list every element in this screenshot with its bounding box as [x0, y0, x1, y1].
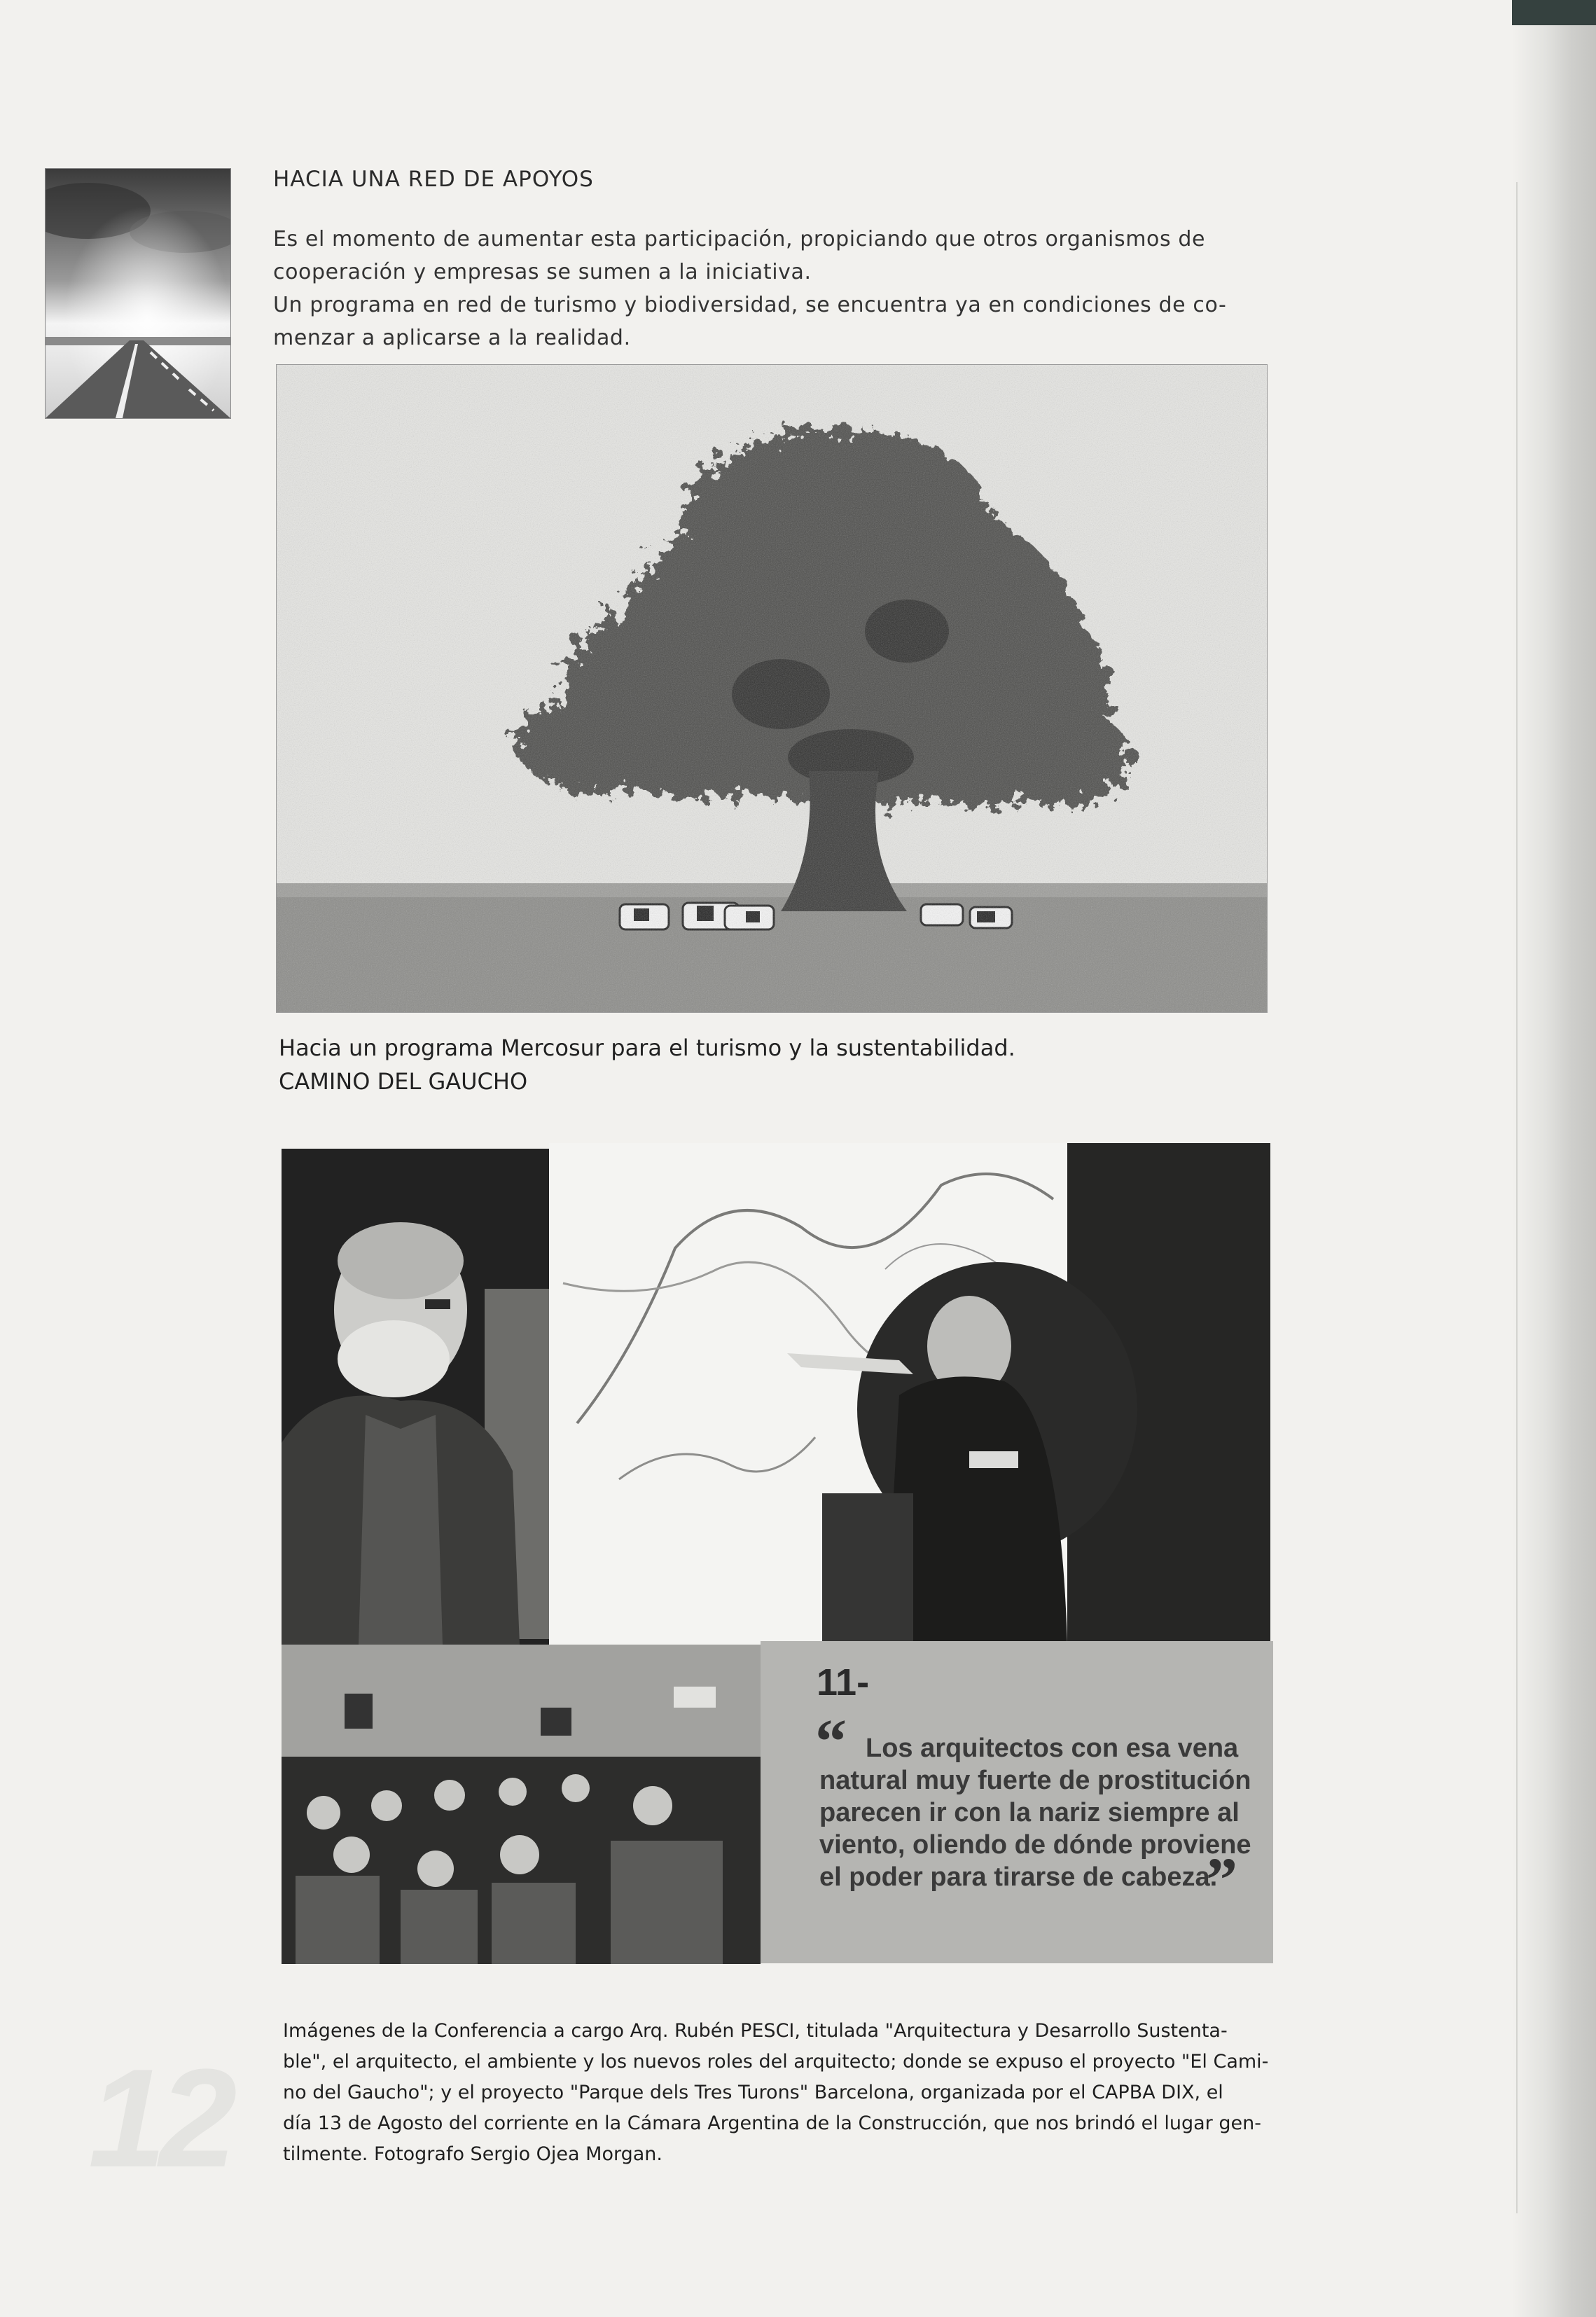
- intro-line: Un programa en red de turismo y biodiversidad, se encuentra ya en condiciones de co-: [273, 293, 1227, 317]
- ombu-tree-photo: [276, 364, 1268, 1013]
- tree-caption-line: Hacia un programa Mercosur para el turismo y la sustentabilidad.: [279, 1035, 1015, 1061]
- section-heading: HACIA UNA RED DE APOYOS: [273, 167, 594, 192]
- quote-slide-photo: [761, 1641, 1273, 1963]
- slide-number: 11-: [817, 1661, 870, 1703]
- close-quote-icon: ”: [1206, 1846, 1237, 1915]
- conference-caption-line: ble", el arquitecto, el ambiente y los nuevos roles del arquitecto; donde se expuso el proyecto "El Cami-: [283, 2051, 1269, 2073]
- open-quote-icon: “: [815, 1707, 847, 1776]
- conference-caption: [283, 2016, 1284, 2170]
- page-fold-line: [1516, 182, 1518, 2213]
- page-number: 12: [88, 2040, 230, 2197]
- intro-line: cooperación y empresas se sumen a la iniciativa.: [273, 260, 812, 284]
- conference-caption-line: tilmente. Fotografo Sergio Ojea Morgan.: [283, 2143, 662, 2165]
- road-thumbnail-image: [45, 168, 231, 419]
- intro-line: menzar a aplicarse a la realidad.: [273, 326, 631, 350]
- conference-caption-line: no del Gaucho"; y el proyecto "Parque dels Tres Turons" Barcelona, organizada por el CAPBA DIX, el: [283, 2082, 1223, 2103]
- conference-caption-line: día 13 de Agosto del corriente en la Cámara Argentina de la Construcción, que nos brindó el lugar gen-: [283, 2112, 1261, 2134]
- conference-caption-line: Imágenes de la Conferencia a cargo Arq. Rubén PESCI, titulada "Arquitectura y Desarrollo Sustenta-: [283, 2020, 1228, 2042]
- tree-caption: [279, 1031, 1015, 1098]
- page-edge-shadow: [1512, 0, 1596, 2317]
- slide-quote-text: Los arquitectos con esa vena natural muy fuerte de prostitución parecen ir con la nariz siempre al viento, oliendo de dónde proviene el poder para tirarse de cabeza.: [819, 1734, 1251, 1892]
- map-lecture-photo: [549, 1143, 1270, 1645]
- intro-paragraph: [273, 223, 1268, 354]
- audience-photo: [282, 1645, 761, 1964]
- page-corner-dark: [1512, 0, 1596, 25]
- tree-caption-title: CAMINO DEL GAUCHO: [279, 1068, 528, 1095]
- architect-portrait-photo: [282, 1149, 549, 1645]
- intro-line: Es el momento de aumentar esta participación, propiciando que otros organismos de: [273, 227, 1206, 251]
